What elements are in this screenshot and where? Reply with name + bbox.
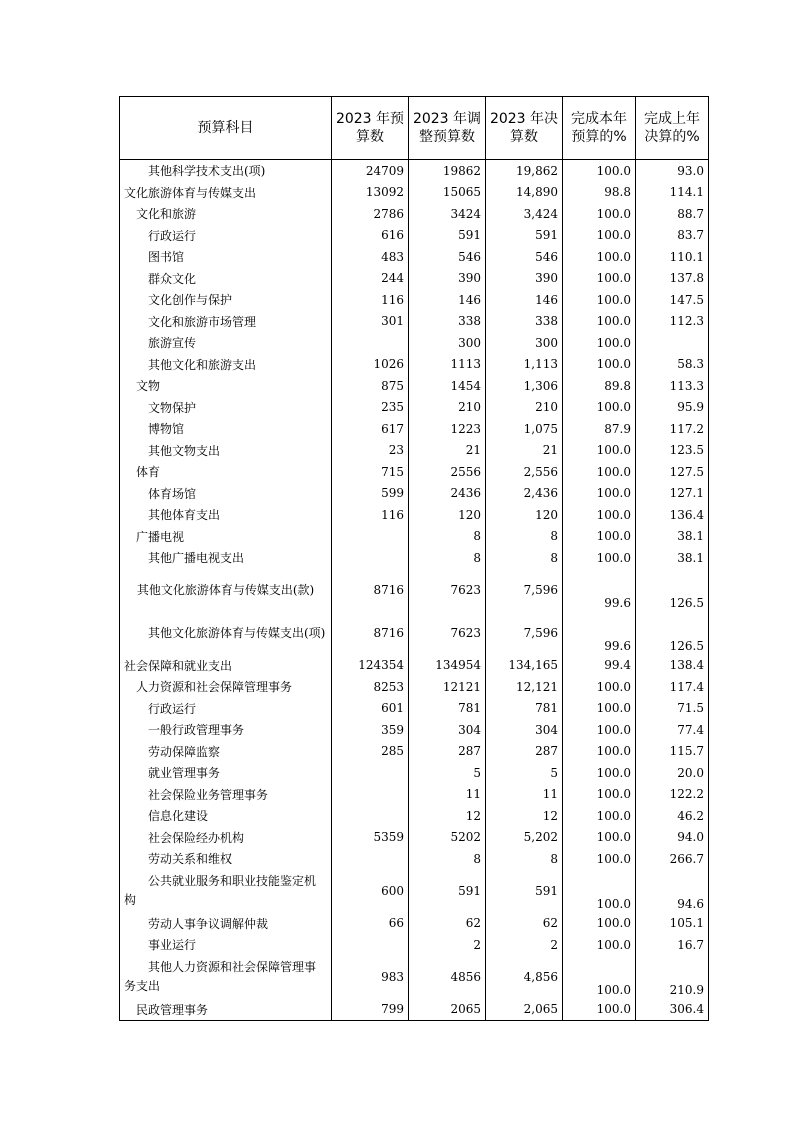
cell-budget: 875: [332, 375, 409, 397]
cell-adjusted: 8: [409, 848, 486, 870]
cell-subject: 文物: [120, 375, 332, 397]
cell-subject: 图书馆: [120, 246, 332, 268]
cell-pct-last: 138.4: [636, 655, 709, 677]
cell-budget: 600: [332, 870, 409, 913]
cell-pct-last: [636, 332, 709, 354]
cell-adjusted: 304: [409, 719, 486, 741]
cell-final: 12,121: [486, 676, 563, 698]
cell-adjusted: 12121: [409, 676, 486, 698]
cell-pct-budget: 89.8: [563, 375, 636, 397]
cell-pct-last: 115.7: [636, 741, 709, 763]
cell-budget: 285: [332, 741, 409, 763]
cell-adjusted: 2: [409, 934, 486, 956]
cell-subject: 文物保护: [120, 397, 332, 419]
cell-subject: 群众文化: [120, 268, 332, 290]
cell-adjusted: 591: [409, 870, 486, 913]
cell-pct-last: 306.4: [636, 999, 709, 1021]
cell-pct-budget: 98.8: [563, 182, 636, 204]
cell-pct-budget: 100.0: [563, 246, 636, 268]
cell-budget: 599: [332, 483, 409, 505]
cell-budget: [332, 762, 409, 784]
cell-final: 287: [486, 741, 563, 763]
cell-pct-budget: 100.0: [563, 999, 636, 1021]
table-row: [120, 504, 709, 526]
cell-subject: 一般行政管理事务: [120, 719, 332, 741]
cell-final: 8: [486, 526, 563, 548]
cell-final: 12: [486, 805, 563, 827]
cell-budget: [332, 547, 409, 569]
cell-subject: 其他文化和旅游支出: [120, 354, 332, 376]
table-row: [120, 160, 709, 182]
cell-budget: 483: [332, 246, 409, 268]
cell-budget: 5359: [332, 827, 409, 849]
cell-subject: 民政管理事务: [120, 999, 332, 1021]
cell-pct-budget: 100.0: [563, 440, 636, 462]
cell-adjusted: 15065: [409, 182, 486, 204]
cell-subject: 社会保险业务管理事务: [120, 784, 332, 806]
cell-budget: 116: [332, 289, 409, 311]
table-row: [120, 870, 709, 913]
cell-pct-budget: 100.0: [563, 956, 636, 999]
cell-pct-last: 126.5: [636, 612, 709, 655]
cell-adjusted: 120: [409, 504, 486, 526]
table-row: [120, 762, 709, 784]
cell-adjusted: 5: [409, 762, 486, 784]
table-row: [120, 483, 709, 505]
cell-adjusted: 2065: [409, 999, 486, 1021]
cell-pct-last: 147.5: [636, 289, 709, 311]
cell-pct-last: 117.4: [636, 676, 709, 698]
cell-final: 11: [486, 784, 563, 806]
cell-budget: 235: [332, 397, 409, 419]
table-row: [120, 289, 709, 311]
cell-final: 781: [486, 698, 563, 720]
cell-subject: 行政运行: [120, 225, 332, 247]
cell-pct-last: 88.7: [636, 203, 709, 225]
cell-pct-budget: 100.0: [563, 526, 636, 548]
header-pct-last: 完成上年决算的%: [636, 97, 709, 160]
cell-final: 1,075: [486, 418, 563, 440]
cell-final: 2,556: [486, 461, 563, 483]
cell-adjusted: 146: [409, 289, 486, 311]
cell-adjusted: 7623: [409, 569, 486, 612]
cell-budget: 8253: [332, 676, 409, 698]
cell-subject: 博物馆: [120, 418, 332, 440]
table-row: [120, 805, 709, 827]
table-row: [120, 655, 709, 677]
table-row: [120, 526, 709, 548]
table-row: [120, 440, 709, 462]
cell-final: 3,424: [486, 203, 563, 225]
cell-final: 8: [486, 547, 563, 569]
cell-adjusted: 300: [409, 332, 486, 354]
cell-final: 210: [486, 397, 563, 419]
cell-pct-budget: 100.0: [563, 225, 636, 247]
header-adjusted: 2023 年调整预算数: [409, 97, 486, 160]
cell-final: 1,306: [486, 375, 563, 397]
table-row: [120, 999, 709, 1021]
cell-final: 7,596: [486, 612, 563, 655]
cell-subject: 其他文物支出: [120, 440, 332, 462]
cell-pct-budget: 99.4: [563, 655, 636, 677]
cell-subject: 其他文化旅游体育与传媒支出(款): [120, 569, 332, 612]
cell-final: 5,202: [486, 827, 563, 849]
cell-final: 5: [486, 762, 563, 784]
cell-budget: [332, 784, 409, 806]
cell-budget: 124354: [332, 655, 409, 677]
cell-pct-last: 114.1: [636, 182, 709, 204]
table-row: [120, 268, 709, 290]
cell-budget: [332, 805, 409, 827]
table-row: [120, 311, 709, 333]
table-header-row: [120, 97, 709, 160]
cell-budget: 66: [332, 913, 409, 935]
table-row: [120, 182, 709, 204]
cell-final: 2,436: [486, 483, 563, 505]
cell-adjusted: 1113: [409, 354, 486, 376]
cell-adjusted: 591: [409, 225, 486, 247]
cell-pct-budget: 100.0: [563, 676, 636, 698]
cell-subject: 文化旅游体育与传媒支出: [120, 182, 332, 204]
cell-pct-last: 110.1: [636, 246, 709, 268]
cell-budget: 244: [332, 268, 409, 290]
cell-subject: 就业管理事务: [120, 762, 332, 784]
table-row: [120, 913, 709, 935]
cell-final: 62: [486, 913, 563, 935]
cell-pct-budget: 100.0: [563, 719, 636, 741]
cell-final: 591: [486, 225, 563, 247]
table-row: [120, 698, 709, 720]
cell-final: 14,890: [486, 182, 563, 204]
cell-pct-last: 123.5: [636, 440, 709, 462]
table-row: [120, 676, 709, 698]
table-row: [120, 784, 709, 806]
cell-adjusted: 8: [409, 547, 486, 569]
cell-adjusted: 210: [409, 397, 486, 419]
cell-adjusted: 2556: [409, 461, 486, 483]
cell-subject: 广播电视: [120, 526, 332, 548]
cell-pct-budget: 100.0: [563, 203, 636, 225]
table-row: [120, 741, 709, 763]
cell-budget: 24709: [332, 160, 409, 182]
table-row: [120, 848, 709, 870]
cell-final: 1,113: [486, 354, 563, 376]
cell-pct-last: 83.7: [636, 225, 709, 247]
cell-pct-last: 58.3: [636, 354, 709, 376]
cell-pct-last: 94.0: [636, 827, 709, 849]
cell-subject: 劳动关系和维权: [120, 848, 332, 870]
cell-pct-last: 117.2: [636, 418, 709, 440]
cell-pct-last: 127.1: [636, 483, 709, 505]
cell-pct-last: 20.0: [636, 762, 709, 784]
cell-final: 2: [486, 934, 563, 956]
cell-subject: 公共就业服务和职业技能鉴定机构: [120, 870, 332, 913]
cell-pct-last: 93.0: [636, 160, 709, 182]
cell-budget: 799: [332, 999, 409, 1021]
header-budget: 2023 年预算数: [332, 97, 409, 160]
cell-adjusted: 781: [409, 698, 486, 720]
cell-pct-budget: 100.0: [563, 827, 636, 849]
cell-pct-budget: 100.0: [563, 397, 636, 419]
cell-final: 390: [486, 268, 563, 290]
cell-subject: 事业运行: [120, 934, 332, 956]
cell-subject: 人力资源和社会保障管理事务: [120, 676, 332, 698]
cell-pct-last: 105.1: [636, 913, 709, 935]
cell-subject: 其他科学技术支出(项): [120, 160, 332, 182]
cell-subject: 劳动人事争议调解仲裁: [120, 913, 332, 935]
table-row: [120, 956, 709, 999]
cell-pct-last: 113.3: [636, 375, 709, 397]
cell-adjusted: 8: [409, 526, 486, 548]
cell-pct-budget: 100.0: [563, 848, 636, 870]
cell-pct-budget: 100.0: [563, 913, 636, 935]
cell-pct-budget: 100.0: [563, 547, 636, 569]
cell-pct-last: 122.2: [636, 784, 709, 806]
cell-pct-budget: 100.0: [563, 461, 636, 483]
cell-pct-budget: 100.0: [563, 311, 636, 333]
cell-pct-last: 137.8: [636, 268, 709, 290]
cell-budget: 23: [332, 440, 409, 462]
cell-final: 19,862: [486, 160, 563, 182]
table-row: [120, 397, 709, 419]
cell-adjusted: 5202: [409, 827, 486, 849]
table-row: [120, 461, 709, 483]
cell-pct-last: 77.4: [636, 719, 709, 741]
cell-pct-last: 210.9: [636, 956, 709, 999]
cell-adjusted: 4856: [409, 956, 486, 999]
cell-pct-last: 71.5: [636, 698, 709, 720]
cell-adjusted: 11: [409, 784, 486, 806]
cell-pct-budget: 100.0: [563, 483, 636, 505]
cell-subject: 体育场馆: [120, 483, 332, 505]
cell-budget: 301: [332, 311, 409, 333]
cell-subject: 文化和旅游市场管理: [120, 311, 332, 333]
cell-budget: 8716: [332, 569, 409, 612]
table-row: [120, 934, 709, 956]
cell-budget: 13092: [332, 182, 409, 204]
cell-adjusted: 3424: [409, 203, 486, 225]
cell-adjusted: 338: [409, 311, 486, 333]
cell-budget: 1026: [332, 354, 409, 376]
cell-pct-last: 95.9: [636, 397, 709, 419]
cell-budget: 8716: [332, 612, 409, 655]
cell-pct-budget: 100.0: [563, 741, 636, 763]
cell-subject: 劳动保障监察: [120, 741, 332, 763]
cell-adjusted: 134954: [409, 655, 486, 677]
cell-budget: 601: [332, 698, 409, 720]
cell-pct-last: 266.7: [636, 848, 709, 870]
cell-pct-last: 112.3: [636, 311, 709, 333]
cell-pct-budget: 100.0: [563, 332, 636, 354]
table-row: [120, 827, 709, 849]
cell-budget: 359: [332, 719, 409, 741]
cell-pct-last: 136.4: [636, 504, 709, 526]
table-row: [120, 246, 709, 268]
header-subject: 预算科目: [120, 97, 332, 160]
cell-adjusted: 12: [409, 805, 486, 827]
cell-pct-budget: 87.9: [563, 418, 636, 440]
table-row: [120, 719, 709, 741]
table-row: [120, 375, 709, 397]
table-row: [120, 569, 709, 612]
cell-final: 4,856: [486, 956, 563, 999]
cell-pct-budget: 100.0: [563, 762, 636, 784]
cell-final: 134,165: [486, 655, 563, 677]
cell-adjusted: 2436: [409, 483, 486, 505]
header-pct-budget: 完成本年预算的%: [563, 97, 636, 160]
table-row: [120, 418, 709, 440]
cell-budget: [332, 332, 409, 354]
cell-adjusted: 7623: [409, 612, 486, 655]
cell-pct-budget: 99.6: [563, 612, 636, 655]
cell-subject: 信息化建设: [120, 805, 332, 827]
table-row: [120, 332, 709, 354]
cell-pct-last: 16.7: [636, 934, 709, 956]
cell-pct-budget: 99.6: [563, 569, 636, 612]
cell-subject: 其他文化旅游体育与传媒支出(项): [120, 612, 332, 655]
cell-pct-budget: 100.0: [563, 504, 636, 526]
table-body: [120, 160, 709, 1021]
cell-final: 21: [486, 440, 563, 462]
cell-budget: 2786: [332, 203, 409, 225]
cell-final: 120: [486, 504, 563, 526]
table-row: [120, 225, 709, 247]
cell-adjusted: 1454: [409, 375, 486, 397]
cell-pct-budget: 100.0: [563, 698, 636, 720]
cell-subject: 体育: [120, 461, 332, 483]
cell-pct-budget: 100.0: [563, 354, 636, 376]
cell-pct-last: 38.1: [636, 526, 709, 548]
cell-pct-last: 46.2: [636, 805, 709, 827]
cell-adjusted: 390: [409, 268, 486, 290]
cell-final: 2,065: [486, 999, 563, 1021]
cell-budget: [332, 526, 409, 548]
cell-pct-last: 127.5: [636, 461, 709, 483]
cell-adjusted: 21: [409, 440, 486, 462]
cell-subject: 文化创作与保护: [120, 289, 332, 311]
cell-subject: 其他广播电视支出: [120, 547, 332, 569]
cell-adjusted: 287: [409, 741, 486, 763]
cell-final: 338: [486, 311, 563, 333]
cell-final: 591: [486, 870, 563, 913]
cell-adjusted: 546: [409, 246, 486, 268]
cell-budget: 617: [332, 418, 409, 440]
cell-budget: 715: [332, 461, 409, 483]
cell-pct-last: 94.6: [636, 870, 709, 913]
cell-final: 546: [486, 246, 563, 268]
cell-adjusted: 62: [409, 913, 486, 935]
cell-subject: 其他人力资源和社会保障管理事务支出: [120, 956, 332, 999]
cell-budget: 116: [332, 504, 409, 526]
cell-subject: 文化和旅游: [120, 203, 332, 225]
cell-final: 146: [486, 289, 563, 311]
cell-pct-budget: 100.0: [563, 870, 636, 913]
table-row: [120, 547, 709, 569]
cell-final: 8: [486, 848, 563, 870]
cell-pct-budget: 100.0: [563, 268, 636, 290]
cell-pct-last: 126.5: [636, 569, 709, 612]
cell-subject: 行政运行: [120, 698, 332, 720]
cell-pct-budget: 100.0: [563, 784, 636, 806]
header-final: 2023 年决算数: [486, 97, 563, 160]
cell-pct-budget: 100.0: [563, 805, 636, 827]
cell-subject: 社会保险经办机构: [120, 827, 332, 849]
table-row: [120, 203, 709, 225]
cell-adjusted: 1223: [409, 418, 486, 440]
cell-budget: [332, 934, 409, 956]
cell-pct-budget: 100.0: [563, 160, 636, 182]
cell-final: 304: [486, 719, 563, 741]
cell-final: 300: [486, 332, 563, 354]
cell-budget: 616: [332, 225, 409, 247]
cell-budget: 983: [332, 956, 409, 999]
cell-final: 7,596: [486, 569, 563, 612]
cell-pct-last: 38.1: [636, 547, 709, 569]
cell-adjusted: 19862: [409, 160, 486, 182]
cell-subject: 旅游宣传: [120, 332, 332, 354]
budget-table: [119, 96, 709, 1021]
cell-pct-budget: 100.0: [563, 289, 636, 311]
cell-pct-budget: 100.0: [563, 934, 636, 956]
cell-subject: 社会保障和就业支出: [120, 655, 332, 677]
table-row: [120, 612, 709, 655]
cell-budget: [332, 848, 409, 870]
table-row: [120, 354, 709, 376]
cell-subject: 其他体育支出: [120, 504, 332, 526]
